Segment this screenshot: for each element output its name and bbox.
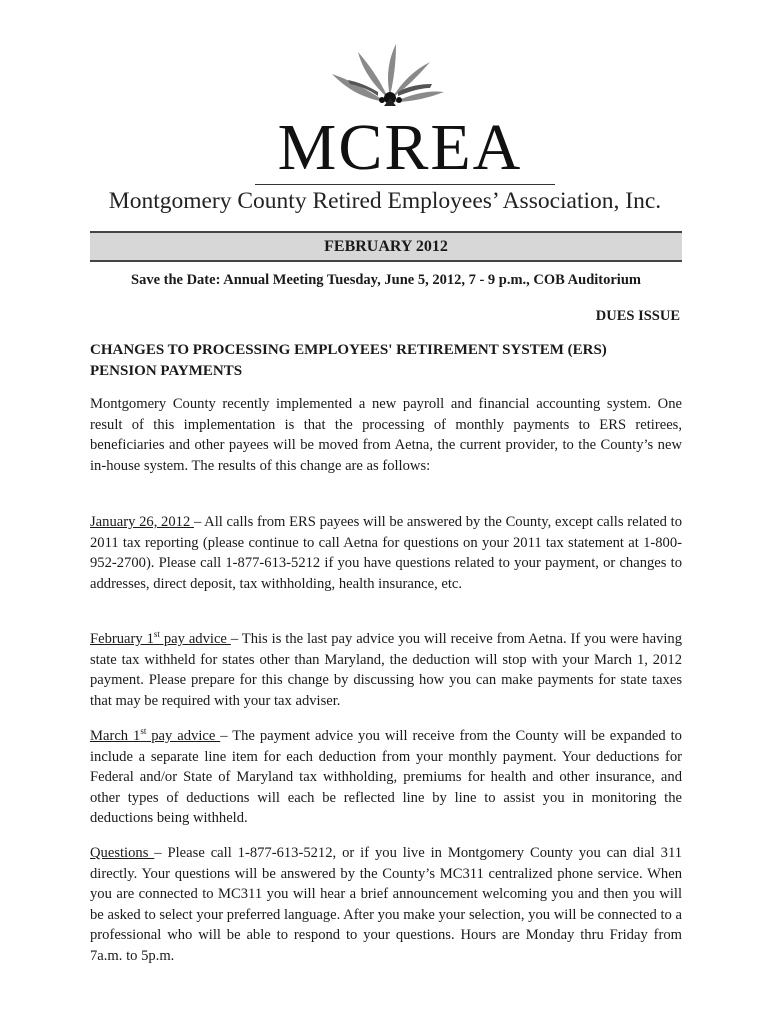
item-text: – All calls from ERS payees will be answered by the County, except calls related to 2011 tax reporting (please continue to call Aetna for questions on your 2011 tax statement at 1-800-952-2700). Please call 1-877-613-5212 if you have questions related to your payment, or changes to addresses, direct deposit, tax withholding, health insurance, etc.: [90, 514, 682, 592]
item-text: – This is the last pay advice you will receive from Aetna. If you were having state tax withheld for states other than Maryland, the deduction will stop with your March 1, 2012 payment. Please prepare for this change by discussing how you can make payments for state taxes that may be required with your tax adviser.: [90, 631, 682, 709]
item-term: [90, 728, 220, 744]
association-full-name: Montgomery County Retired Employees’ Association, Inc.: [108, 188, 662, 214]
save-the-date-notice: Save the Date: Annual Meeting Tuesday, June 5, 2012, 7 - 9 p.m., COB Auditorium: [131, 272, 641, 288]
term-text: March 1: [90, 728, 141, 744]
term-text: January 26, 2012: [90, 514, 194, 530]
issue-type-label: DUES ISSUE: [595, 308, 680, 324]
term-rest: pay advice: [146, 728, 221, 744]
item-february-1st: [90, 629, 682, 711]
item-term: [90, 514, 194, 530]
item-march-1st: [90, 726, 682, 829]
association-acronym: MCREA: [277, 111, 523, 184]
issue-date-banner: FEBRUARY 2012: [90, 231, 682, 262]
item-text: – Please call 1-877-613-5212, or if you live in Montgomery County you can dial 311 directly. Your questions will be answered by the County’s MC311 centralized phone service. When you are connected to MC311 you will hear a brief announcement welcoming you and then you will be asked to select your preferred language. After you make your selection, you will be connected to a professional who will be able to respond to your questions. Hours are Monday thru Friday from 7a.m. to 5p.m.: [90, 845, 682, 964]
term-superscript: st: [140, 726, 147, 737]
item-text: – The payment advice you will receive from the County will be expanded to include a separate line item for each deduction from your monthly payment. Your deductions for Federal and/or State of Maryland tax withholding, premiums for health and other insurance, and other types of deductions will each be reflected line by line to assist you in monitoring the deductions being withheld.: [90, 728, 682, 826]
item-term: [90, 631, 231, 647]
item-january-26: [90, 512, 682, 594]
headline-line-2: PENSION PAYMENTS: [90, 363, 243, 379]
intro-paragraph: Montgomery County recently implemented a new payroll and financial accounting system. One result of this implementation is that the processing of monthly payments to ERS retirees, beneficiaries and other payees will be moved from Aetna, the current provider, to the County’s new in-house system. The results of this change are as follows:: [90, 396, 682, 474]
term-text: Questions: [90, 845, 155, 861]
article-headline: [90, 340, 682, 382]
term-rest: pay advice: [159, 631, 231, 647]
mcrea-swirl-logo-icon: [328, 40, 448, 112]
term-superscript: st: [153, 629, 160, 640]
headline-line-1: CHANGES TO PROCESSING EMPLOYEES' RETIREMENT SYSTEM (ERS): [90, 342, 607, 358]
item-questions: [90, 843, 682, 966]
term-text: February 1: [90, 631, 154, 647]
item-term: [90, 845, 154, 861]
